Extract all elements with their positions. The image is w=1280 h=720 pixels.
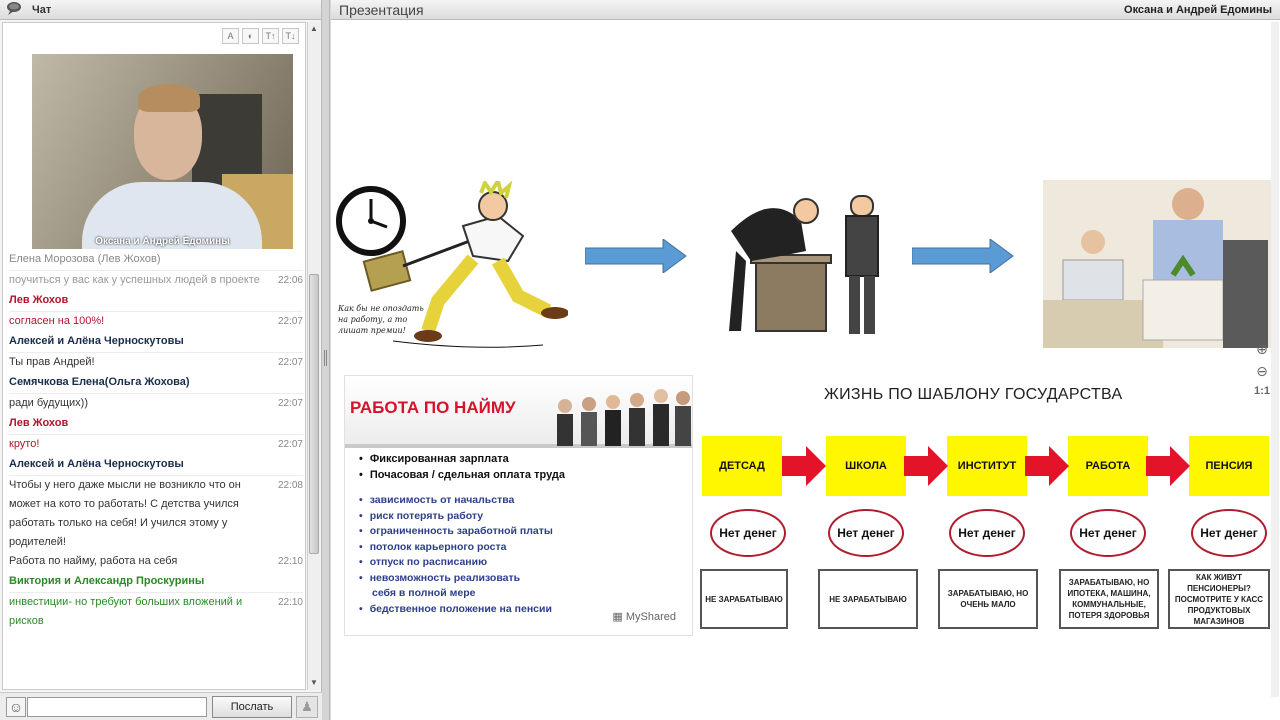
stage-box: ПЕНСИЯ <box>1189 436 1269 496</box>
chat-message-text: Работа по найму, работа на себя <box>9 555 178 567</box>
list-item: • бедственное положение на пенсии <box>359 602 565 618</box>
chat-sender-name: Лев Жохов <box>9 415 303 435</box>
chat-message <box>9 394 303 413</box>
note-box: ЗАРАБАТЫВАЮ, НО ОЧЕНЬ МАЛО <box>938 569 1038 629</box>
list-item: • Почасовая / сдельная оплата труда <box>359 468 565 484</box>
chat-message-text: согласен на 100%! <box>9 315 105 327</box>
zoom-out-icon[interactable]: ⊖ <box>1256 363 1268 379</box>
chat-message <box>9 476 303 552</box>
chat-scrollbar[interactable] <box>307 22 320 690</box>
chat-sender-name: Алексей и Алёна Черноскутовы <box>9 456 303 476</box>
panel-splitter[interactable] <box>322 0 330 720</box>
watermark: ▦ MyShared <box>612 611 676 623</box>
no-money-oval: Нет денег <box>710 509 786 557</box>
scroll-thumb[interactable] <box>309 274 319 554</box>
chat-message-time: 22:07 <box>277 439 303 450</box>
job-slide-header <box>345 376 693 448</box>
user-icon[interactable]: ♟ <box>296 696 318 718</box>
chat-message <box>9 271 303 290</box>
chat-message-time: 22:08 <box>277 480 303 491</box>
chat-title: Чат <box>32 3 52 16</box>
chat-message-time: 22:07 <box>277 357 303 368</box>
smiley-icon[interactable]: ☺ <box>6 697 26 717</box>
webcam-video <box>32 54 293 249</box>
job-slide <box>344 375 693 636</box>
late-man-illustration <box>333 181 568 351</box>
list-item: • невозможность реализовать <box>359 571 565 587</box>
list-item: себя в полной мере <box>372 587 476 599</box>
font-icon[interactable]: A <box>222 28 239 44</box>
blue-arrow-icon <box>585 239 687 273</box>
text-increase-icon[interactable]: T↑ <box>262 28 279 44</box>
chat-body <box>2 22 306 690</box>
presentation-title: Презентация <box>339 1 424 18</box>
chat-sender-name: Елена Морозова (Лев Жохов) <box>9 251 303 271</box>
chat-message-time: 22:10 <box>277 597 303 608</box>
list-item: • Фиксированная зарплата <box>359 452 565 468</box>
chat-message-time: 22:07 <box>277 398 303 409</box>
no-money-oval: Нет денег <box>828 509 904 557</box>
chat-message <box>9 552 303 571</box>
chat-bubble-icon <box>6 1 24 18</box>
chat-sender-name: Семячкова Елена(Ольга Жохова) <box>9 374 303 394</box>
chat-message-text: круто! <box>9 438 40 450</box>
list-item: • зависимость от начальства <box>359 493 565 509</box>
red-arrow-icon <box>1025 446 1069 486</box>
stage-box: РАБОТА <box>1068 436 1148 496</box>
job-slide-list <box>359 452 565 617</box>
chat-message-time: 22:10 <box>277 556 303 567</box>
chat-message-text: ради будущих)) <box>9 397 88 409</box>
list-item: • ограниченность заработной платы <box>359 524 565 540</box>
list-item: • риск потерять работу <box>359 509 565 525</box>
scroll-down-icon[interactable]: ▼ <box>310 678 318 687</box>
send-button[interactable]: Послать <box>212 696 292 718</box>
text-decrease-icon[interactable]: T↓ <box>282 28 299 44</box>
chat-tools <box>222 28 299 44</box>
note-box: НЕ ЗАРАБАТЫВАЮ <box>818 569 918 629</box>
chat-sender-name: Виктория и Александр Проскурины <box>9 573 303 593</box>
stage-box: ИНСТИТУТ <box>947 436 1027 496</box>
list-item: • потолок карьерного роста <box>359 540 565 556</box>
webcam-caption: Оксана и Андрей Едомины <box>95 236 230 247</box>
chat-message-input[interactable] <box>27 697 207 717</box>
zoom-level[interactable]: 1:1 <box>1254 385 1270 397</box>
life-diagram-title: ЖИЗНЬ ПО ШАБЛОНУ ГОСУДАРСТВА <box>824 386 1123 403</box>
blue-arrow-icon <box>912 239 1014 273</box>
business-people-image <box>545 384 693 446</box>
chat-message <box>9 312 303 331</box>
chat-message-text: поучиться у вас как у успешных людей в проекте <box>9 274 260 286</box>
zoom-in-icon[interactable]: ⊕ <box>1256 341 1268 357</box>
office-photo <box>1043 180 1275 348</box>
handwritten-note: Как бы не опоздать на работу, а то лишат премии! <box>338 304 424 335</box>
stage-box: ШКОЛА <box>826 436 906 496</box>
note-box: НЕ ЗАРАБАТЫВАЮ <box>700 569 788 629</box>
note-box: ЗАРАБАТЫВАЮ, НО ИПОТЕКА, МАШИНА, КОММУНАЛЬНЫЕ, ПОТЕРЯ ЗДОРОВЬЯ <box>1059 569 1159 629</box>
chat-message <box>9 435 303 454</box>
chat-message-time: 22:07 <box>277 316 303 327</box>
chat-message <box>9 353 303 372</box>
presentation-header <box>331 0 1280 20</box>
chat-message-text: Чтобы у него даже мысли не возникло что он может на кото то работать! С детства учился работать только на себя! И учился этому у родителей! <box>9 479 241 548</box>
chat-message <box>9 593 303 631</box>
presentation-scrollbar[interactable] <box>1271 22 1279 697</box>
chat-panel <box>0 0 322 720</box>
list-item: • отпуск по расписанию <box>359 555 565 571</box>
chat-header <box>0 0 321 20</box>
red-arrow-icon <box>904 446 948 486</box>
chat-sender-name: Лев Жохов <box>9 292 303 312</box>
note-box: КАК ЖИВУТ ПЕНСИОНЕРЫ? ПОСМОТРИТЕ У КАСС ПРОДУКТОВЫХ МАГАЗИНОВ <box>1168 569 1270 629</box>
scroll-up-icon[interactable]: ▲ <box>310 24 318 33</box>
presenter-name: Оксана и Андрей Едомины <box>1124 3 1272 16</box>
chat-input-bar <box>0 692 322 720</box>
myshared-logo-icon: ▦ <box>612 611 623 623</box>
job-slide-title: РАБОТА ПО НАЙМУ <box>350 398 516 417</box>
red-arrow-icon <box>782 446 826 486</box>
presentation-panel <box>331 0 1280 720</box>
stage-box: ДЕТСАД <box>702 436 782 496</box>
chat-message-text: Ты прав Андрей! <box>9 356 95 368</box>
red-arrow-icon <box>1146 446 1190 486</box>
chat-sender-name: Алексей и Алёна Черноскутовы <box>9 333 303 353</box>
chat-message-list <box>9 249 303 631</box>
boss-scolding-illustration <box>711 181 891 341</box>
chat-message-time: 22:06 <box>277 275 303 286</box>
chat-message-text: инвестиции- но требуют больших вложений и рисков <box>9 596 243 627</box>
no-money-oval: Нет денег <box>1070 509 1146 557</box>
contrast-icon[interactable]: ◐ <box>242 28 259 44</box>
presentation-slide <box>331 21 1271 720</box>
no-money-oval: Нет денег <box>949 509 1025 557</box>
no-money-oval: Нет денег <box>1191 509 1267 557</box>
